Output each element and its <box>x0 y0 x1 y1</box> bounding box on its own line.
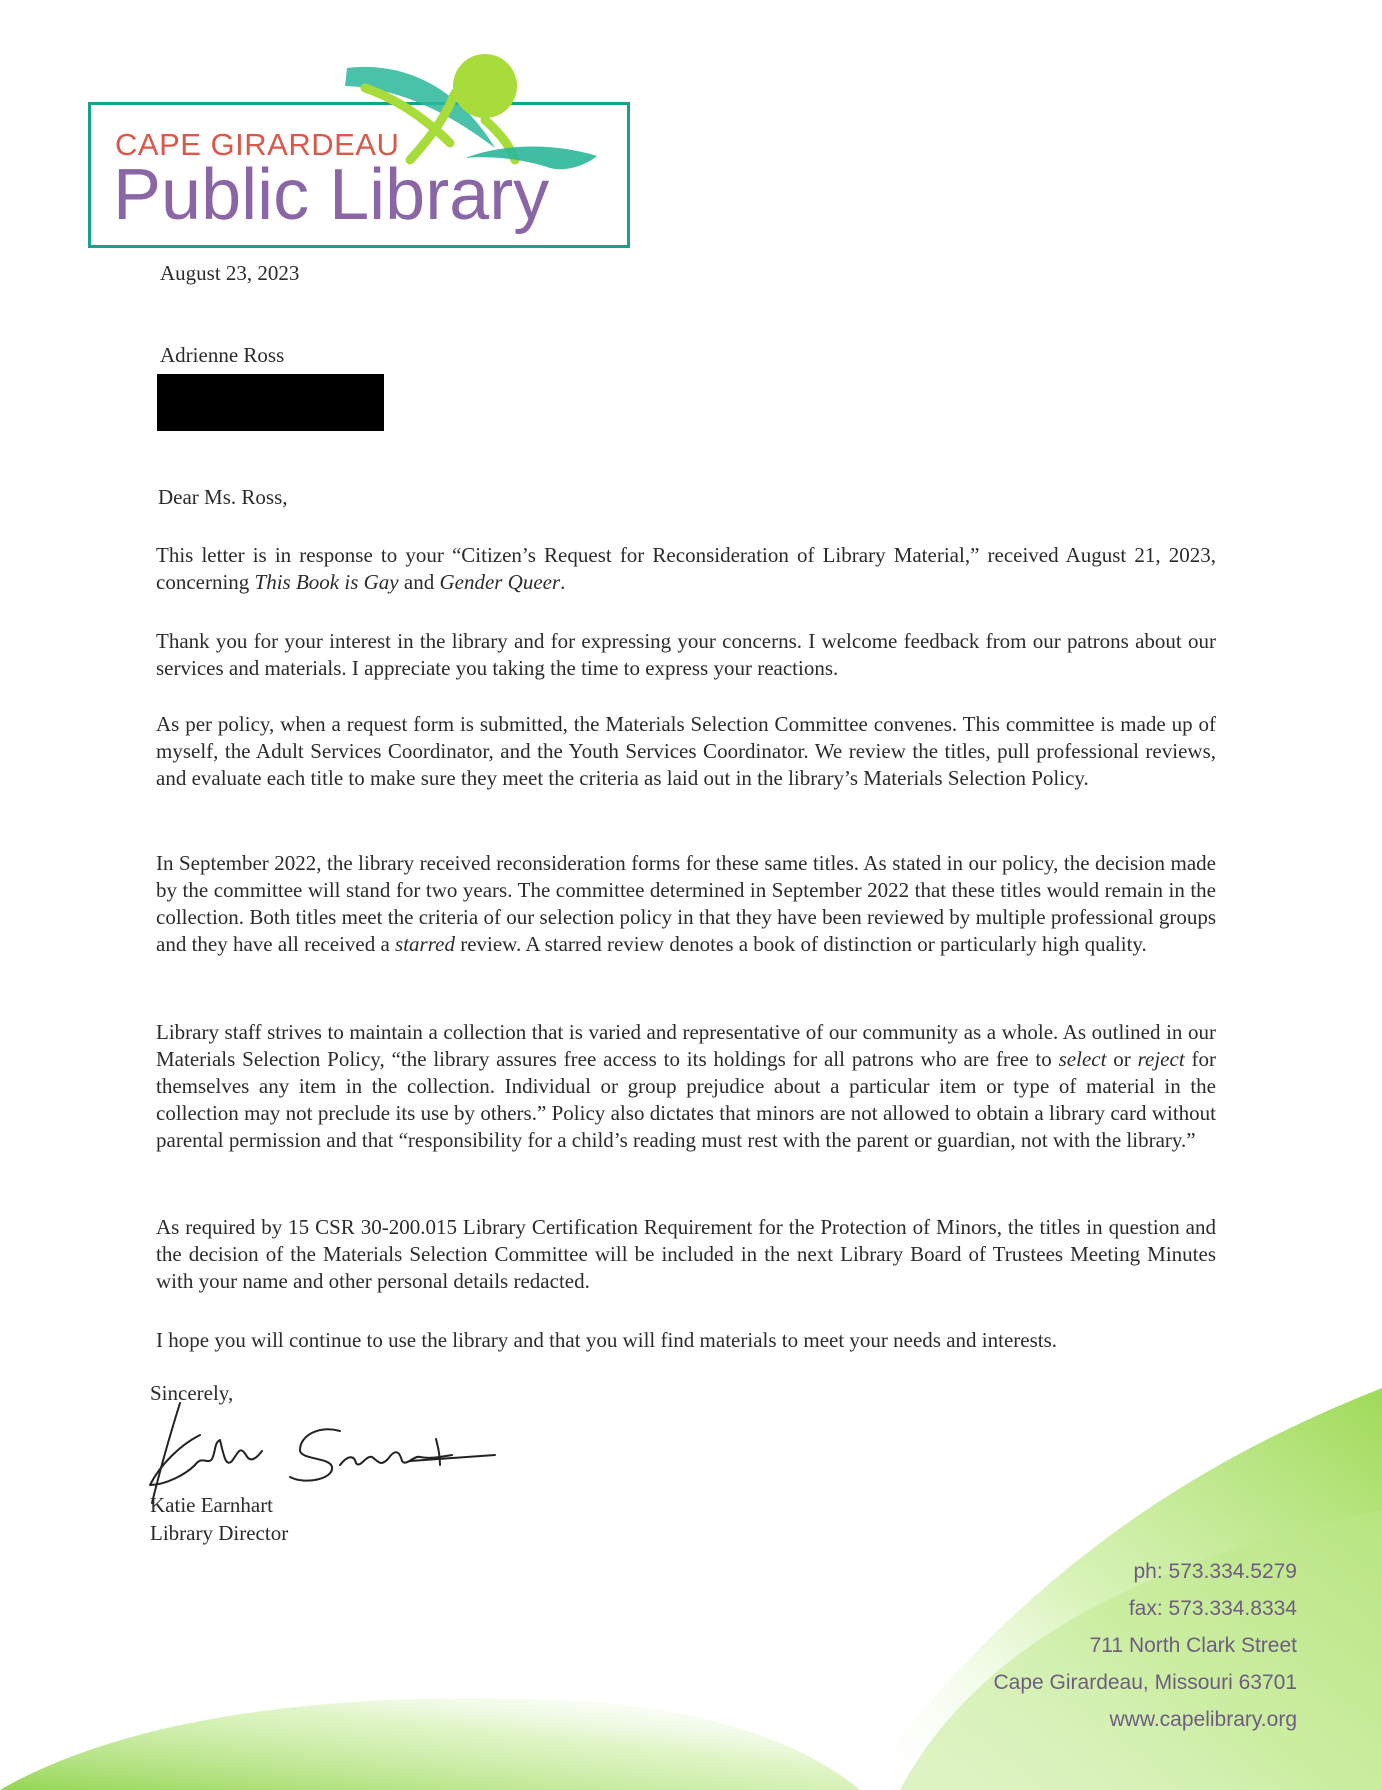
letter-date: August 23, 2023 <box>160 261 300 285</box>
street-address: 711 North Clark Street <box>1089 1634 1297 1657</box>
redacted-address-block <box>157 374 384 431</box>
paragraph-thanks: Thank you for your interest in the library and for expressing your concerns. I welcome feedback from our patrons about our services and materials. I appreciate you taking the time to express your reactions. <box>156 629 1216 680</box>
signer-title: Library Director <box>150 1521 289 1545</box>
paragraph-policy: As per policy, when a request form is submitted, the Materials Selection Committee convenes. This committee is made up of myself, the Adult Services Coordinator, and the Youth Services Coordinator. We review the titles, pull professional reviews, and evaluate each title to make sure they meet the criteria as laid out in the library’s Materials Selection Policy. <box>156 712 1216 790</box>
closing: Sincerely, <box>150 1381 234 1405</box>
recipient-name: Adrienne Ross <box>160 343 285 367</box>
signer-name: Katie Earnhart <box>150 1493 274 1517</box>
book-title-this-book-is-gay: This Book is Gay <box>254 570 399 594</box>
emphasis-starred: starred <box>395 932 455 956</box>
logo-city-name: CAPE GIRARDEAU <box>115 127 400 162</box>
logo-sun-figure-icon <box>335 48 615 178</box>
emphasis-reject: reject <box>1137 1047 1185 1071</box>
phone-number: ph: 573.334.5279 <box>1133 1560 1297 1583</box>
paragraph-collection: Library staff strives to maintain a collection that is varied and representative of our community as a whole. As outlined in our Materials Selection Policy, “the library assures free access to its holdings for all patrons who are free to select or reject for themselves any item in the collection. Individual or group prejudice about a particular item or type of material in the collection may not preclude its use by others.” Policy also dictates that minors are not allowed to obtain a library card without parental permission and that “responsibility for a child’s reading must rest with the parent or guardian, not with the library.” <box>156 1020 1216 1152</box>
book-title-gender-queer: Gender Queer <box>439 570 561 594</box>
salutation: Dear Ms. Ross, <box>158 485 288 509</box>
paragraph-regulation: As required by 15 CSR 30-200.015 Library Certification Requirement for the Protection of Minors, the titles in question and the decision of the Materials Selection Committee will be included in the next Library Board of Trustees Meeting Minutes with your name and other personal details redacted. <box>156 1215 1216 1293</box>
paragraph-closing: I hope you will continue to use the library and that you will find materials to meet your needs and interests. <box>156 1328 1058 1352</box>
paragraph-prior-decision: In September 2022, the library received reconsideration forms for these same titles. As stated in our policy, the decision made by the committee will stand for two years. The committee determined in September 2022 that these titles would remain in the collection. Both titles meet the criteria of our selection policy in that they have been reviewed by multiple professional groups and they have all received a starred review. A starred review denotes a book of distinction or particularly high quality. <box>156 851 1216 956</box>
handwritten-signature <box>140 1395 500 1505</box>
city-state-zip: Cape Girardeau, Missouri 63701 <box>993 1671 1297 1694</box>
website-link[interactable]: www.capelibrary.org <box>1109 1708 1297 1731</box>
fax-number: fax: 573.334.8334 <box>1128 1597 1297 1620</box>
paragraph-request: This letter is in response to your “Citizen’s Request for Reconsideration of Library Material,” received August 21, 2023, concerning This Book is Gay and Gender Queer. <box>156 543 1216 594</box>
emphasis-select: select <box>1058 1047 1107 1071</box>
logo-library-name: Public Library <box>113 155 550 235</box>
contact-info <box>994 1553 1298 1738</box>
